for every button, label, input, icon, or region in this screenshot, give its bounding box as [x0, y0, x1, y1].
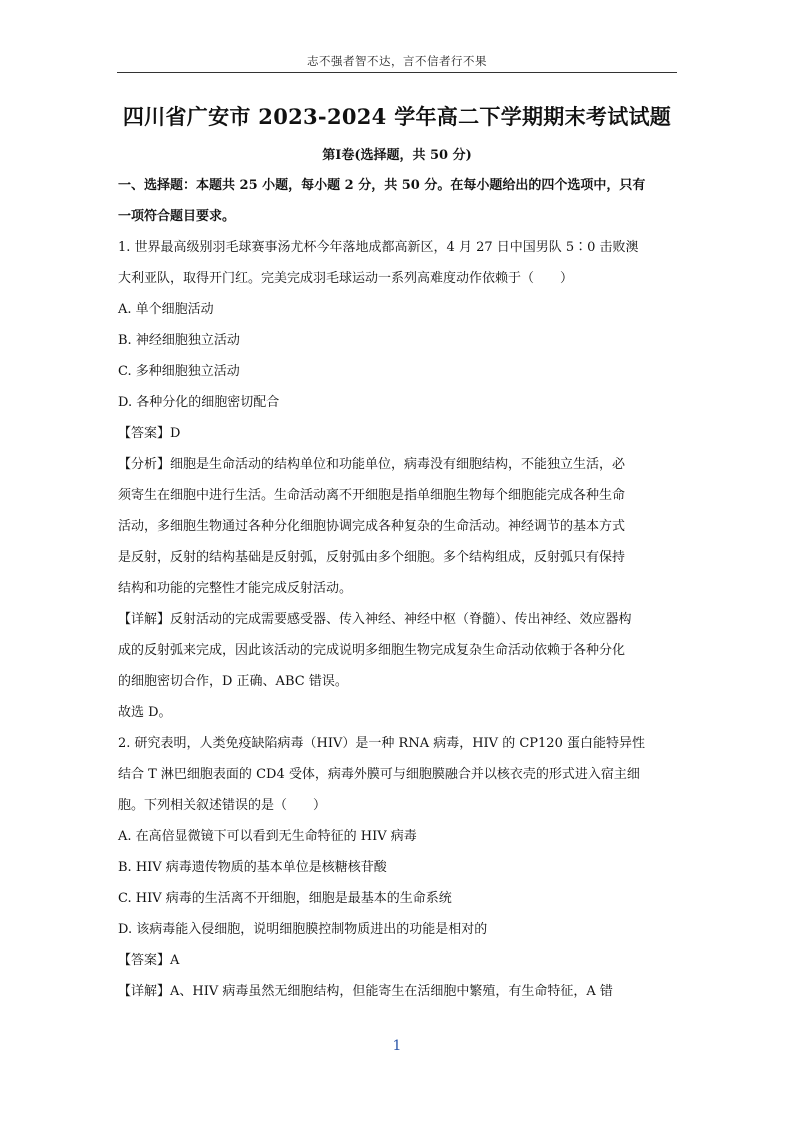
question-1-analysis: 须寄生在细胞中进行生活。生命活动离不开细胞是指单细胞生物每个细胞能完成各种生命 — [118, 488, 626, 503]
question-2-stem: 结合 T 淋巴细胞表面的 CD4 受体，病毒外膜可与细胞膜融合并以核衣壳的形式进入宿主细 — [118, 767, 640, 782]
question-2-option-a: A. 在高倍显微镜下可以看到无生命特征的 HIV 病毒 — [118, 829, 417, 844]
section-heading-line: 一、选择题：本题共 25 小题，每小题 2 分，共 50 分。在每小题给出的四个选项中，只有 — [118, 178, 646, 193]
question-1-analysis: 是反射，反射的结构基础是反射弧，反射弧由多个细胞。多个结构组成，反射弧只有保持 — [118, 550, 626, 565]
question-1-stem: 大利亚队，取得开门红。完美完成羽毛球运动一系列高难度动作依赖于（ ） — [118, 271, 574, 286]
question-1-analysis: 活动，多细胞生物通过各种分化细胞协调完成各种复杂的生命活动。神经调节的基本方式 — [118, 519, 626, 534]
question-1-conclusion: 故选 D。 — [118, 705, 172, 720]
question-1-detail: 成的反射弧来完成，因此该活动的完成说明多细胞生物完成复杂生命活动依赖于各种分化 — [118, 643, 626, 658]
section-heading-line: 一项符合题目要求。 — [118, 209, 236, 224]
question-2-option-d: D. 该病毒能入侵细胞，说明细胞膜控制物质进出的功能是相对的 — [118, 922, 488, 937]
page-number: 1 — [392, 1038, 402, 1054]
question-1-option-b: B. 神经细胞独立活动 — [118, 333, 240, 348]
question-2-option-b: B. HIV 病毒遗传物质的基本单位是核糖核苷酸 — [118, 860, 387, 875]
document-title: 四川省广安市 2023-2024 学年高二下学期期末考试试题 — [122, 104, 672, 129]
header-divider — [117, 72, 677, 73]
question-1-option-d: D. 各种分化的细胞密切配合 — [118, 395, 280, 410]
question-1-detail: 的细胞密切合作，D 正确、ABC 错误。 — [118, 674, 348, 689]
document-body — [118, 170, 678, 1007]
question-1-option-a: A. 单个细胞活动 — [118, 302, 214, 317]
question-2-stem: 胞。下列相关叙述错误的是（ ） — [118, 798, 327, 813]
header-motto: 志不强者智不达，言不信者行不果 — [307, 54, 487, 68]
question-1-detail: 【详解】反射活动的完成需要感受器、传入神经、神经中枢（脊髓）、传出神经、效应器构 — [118, 612, 632, 627]
question-2-option-c: C. HIV 病毒的生活离不开细胞，细胞是最基本的生命系统 — [118, 891, 452, 906]
question-2-stem: 2. 研究表明，人类免疫缺陷病毒（HIV）是一种 RNA 病毒，HIV 的 CP120 蛋白能特异性 — [118, 736, 645, 751]
question-1-analysis: 结构和功能的完整性才能完成反射活动。 — [118, 581, 353, 596]
question-1-stem: 1. 世界最高级别羽毛球赛事汤尤杯今年落地成都高新区，4 月 27 日中国男队 5∶0 击败澳 — [118, 240, 639, 255]
question-2-detail: 【详解】A、HIV 病毒虽然无细胞结构，但能寄生在活细胞中繁殖，有生命特征，A 错 — [118, 984, 613, 999]
question-2-answer: 【答案】A — [118, 953, 180, 968]
question-1-answer: 【答案】D — [118, 426, 181, 441]
question-1-analysis: 【分析】细胞是生命活动的结构单位和功能单位，病毒没有细胞结构，不能独立生活，必 — [118, 457, 626, 472]
question-1-option-c: C. 多种细胞独立活动 — [118, 364, 240, 379]
section-subtitle: 第I卷(选择题，共 50 分) — [322, 148, 472, 163]
